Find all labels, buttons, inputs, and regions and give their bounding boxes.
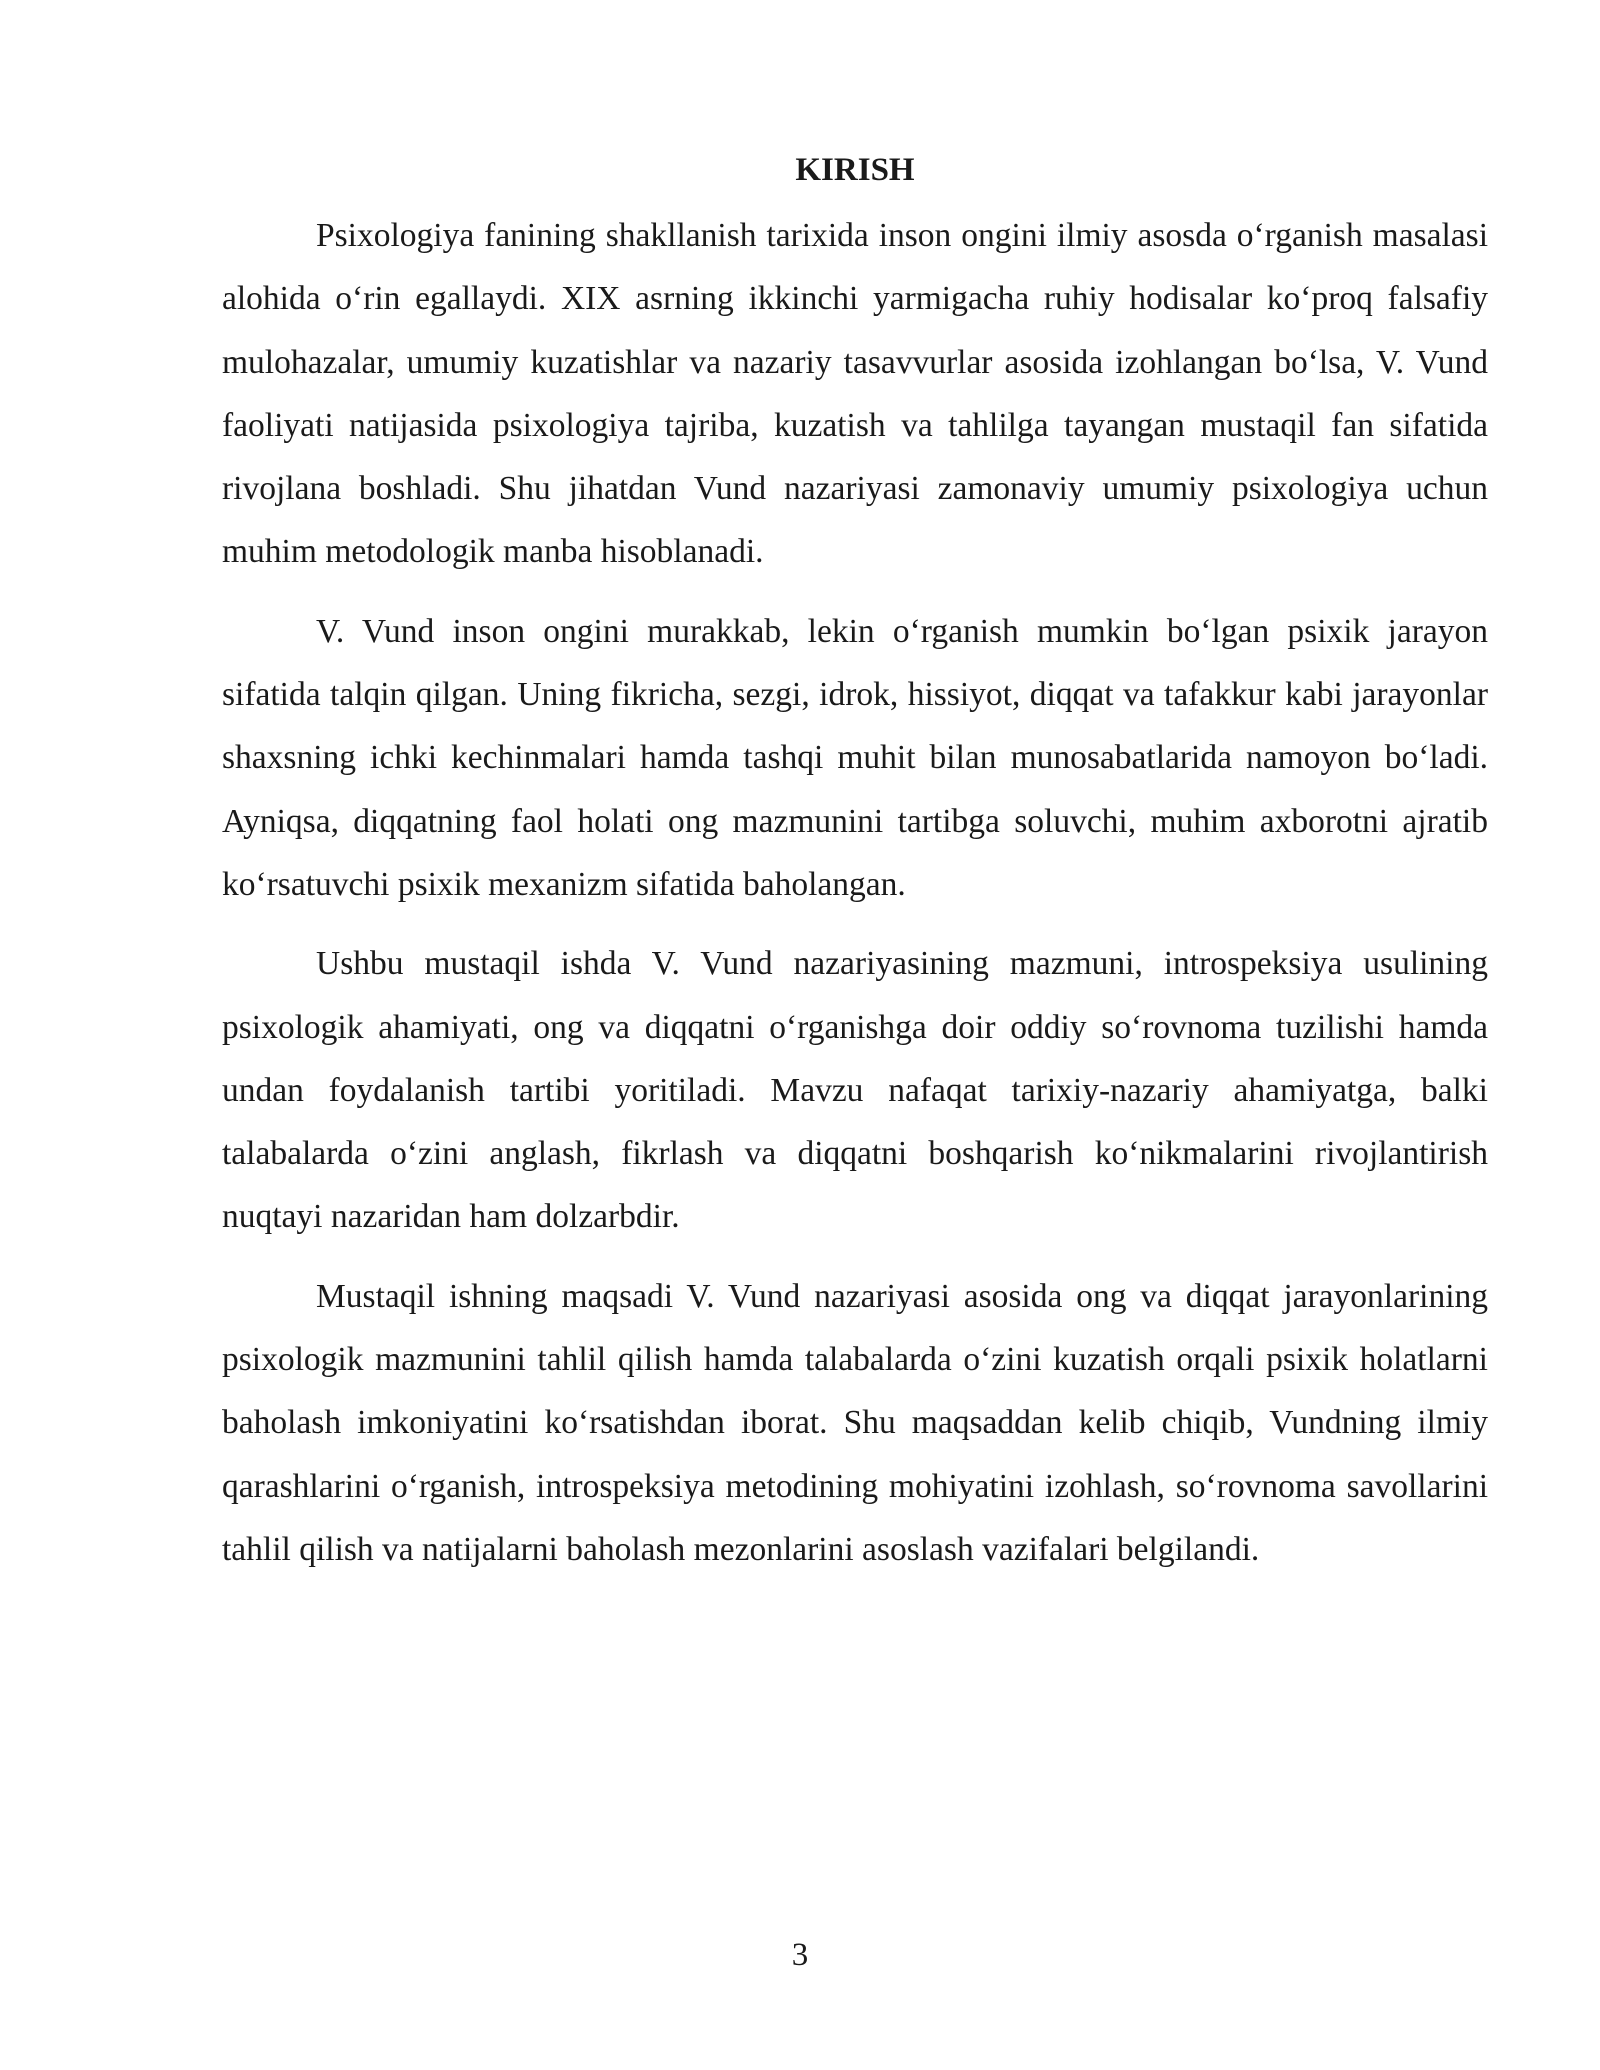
page-content (222, 148, 1488, 1597)
paragraph-4: Mustaqil ishning maqsadi V. Vund nazariyasi asosida ong va diqqat jarayonlarining psixologik mazmunini tahlil qilish hamda talabalarda o‘zini kuzatish orqali psixik holatlarni baholash imkoniyatini ko‘rsatishdan iborat. Shu maqsaddan kelib chiqib, Vundning ilmiy qarashlarini o‘rganish, introspeksiya metodining mohiyatini izohlash, so‘rovnoma savollarini tahlil qilish va natijalarni baholash mezonlarini asoslash vazifalari belgilandi. (222, 1277, 1488, 1568)
paragraph-2: V. Vund inson ongini murakkab, lekin o‘rganish mumkin bo‘lgan psixik jarayon sifatida talqin qilgan. Uning fikricha, sezgi, idrok, hissiyot, diqqat va tafakkur kabi jarayonlar shaxsning ichki kechinmalari hamda tashqi muhit bilan munosabatlarida namoyon bo‘ladi. Ayniqsa, diqqatning faol holati ong mazmunini tartibga soluvchi, muhim axborotni ajratib ko‘rsatuvchi psixik mexanizm sifatida baholangan. (222, 612, 1488, 903)
paragraph-3: Ushbu mustaqil ishda V. Vund nazariyasining mazmuni, introspeksiya usulining psixologik ahamiyati, ong va diqqatni o‘rganishga doir oddiy so‘rovnoma tuzilishi hamda undan foydalanish tartibi yoritiladi. Mavzu nafaqat tarixiy-nazariy ahamiyatga, balki talabalarda o‘zini anglash, fikrlash va diqqatni boshqarish ko‘nikmalarini rivojlantirish nuqtayi nazaridan ham dolzarbdir. (222, 945, 1488, 1236)
section-title: KIRISH (795, 152, 915, 188)
paragraph-1: Psixologiya fanining shakllanish tarixida inson ongini ilmiy asosda o‘rganish masalasi alohida o‘rin egallaydi. XIX asrning ikkinchi yarmigacha ruhiy hodisalar ko‘proq falsafiy mulohazalar, umumiy kuzatishlar va nazariy tasavvurlar asosida izohlangan bo‘lsa, V. Vund faoliyati natijasida psixologiya tajriba, kuzatish va tahlilga tayangan mustaqil fan sifatida rivojlana boshladi. Shu jihatdan Vund nazariyasi zamonaviy umumiy psixologiya uchun muhim metodologik manba hisoblanadi. (222, 217, 1488, 571)
page-number: 3 (791, 1937, 809, 1973)
